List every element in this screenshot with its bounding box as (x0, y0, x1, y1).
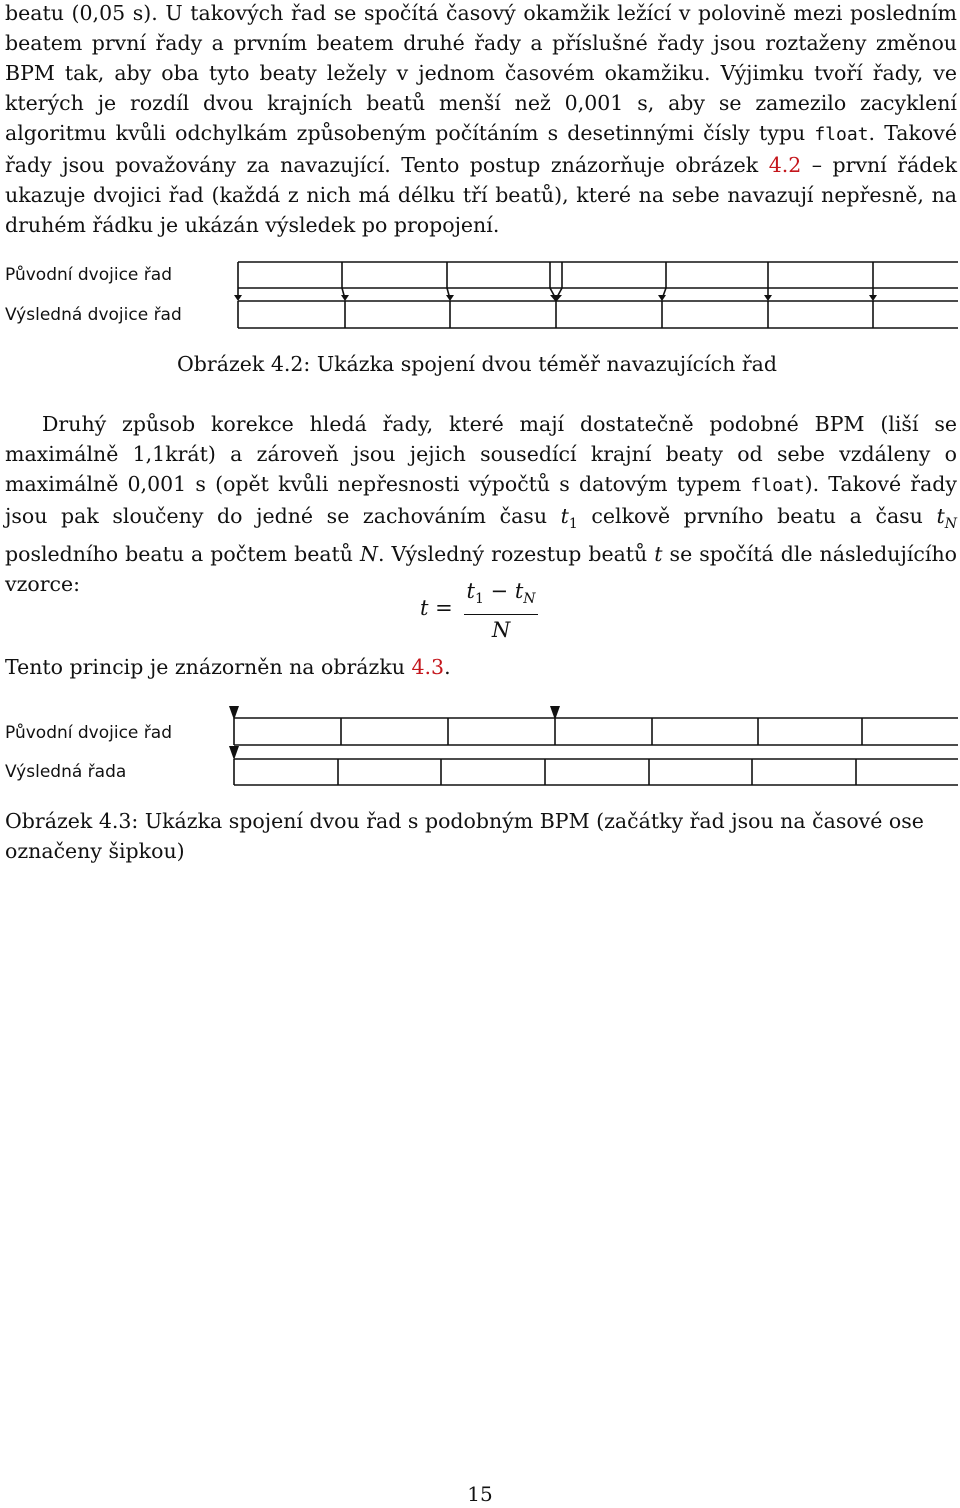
figure-4-3-label-bottom: Výsledná řada (5, 762, 127, 782)
figure-4-2-diagram (228, 255, 958, 335)
figure-ref-link[interactable]: 4.2 (768, 153, 802, 177)
arrow-head (234, 295, 242, 301)
inline-code: float (814, 124, 869, 145)
arrow-head (341, 295, 349, 301)
equation-fraction (462, 576, 540, 645)
equation-denominator: N (491, 618, 511, 643)
figure-4-2-label-bottom: Výsledná dvojice řad (5, 305, 182, 325)
paragraph-3: Tento princip je znázorněn na obrázku 4.3. (5, 655, 451, 679)
equation-numerator: $t_1 - t_N$ (466, 579, 536, 608)
page-number: 15 (467, 1482, 493, 1506)
inline-code: float (750, 475, 805, 496)
figure-ref-link[interactable]: 4.3 (411, 655, 445, 679)
figure-4-2-label-top: Původní dvojice řad (5, 265, 172, 285)
figure-4-3-label-top: Původní dvojice řad (5, 723, 172, 743)
arrow-head (446, 295, 454, 301)
series-start-arrow (229, 746, 239, 760)
paragraph-2: Druhý způsob korekce hledá řady, které mají dostatečně podobné BPM (liší se maximálně 1,1krát) a zároveň jsou jejich sousedící krajní beaty od sebe vzdáleny o maximálně 0,001 s (opět kvůli nepřesnosti výpočtů s datovým typem float). Takové řady jsou pak sloučeny do jedné se zachováním času $t_1$ celkově prvního beatu a času $t_N$ posledního beatu a počtem beatů N. Výsledný rozestup beatů t se spočítá dle následujícího vzorce: (5, 412, 958, 597)
figure-4-2-caption: Obrázek 4.2: Ukázka spojení dvou téměř navazujících řad (177, 352, 778, 376)
arrow-head (658, 295, 666, 301)
figure-4-3-caption: Obrázek 4.3: Ukázka spojení dvou řad s podobným BPM (začátky řad jsou na časové ose označeny šipkou) (5, 809, 924, 863)
figure-4-3-diagram (228, 704, 958, 788)
equation-lhs: t = (420, 596, 453, 620)
arrow-head (869, 295, 877, 301)
paragraph-1: beatu (0,05 s). U takových řad se spočítá časový okamžik ležící v polovině mezi posledním beatem první řady a prvním beatem druhé řady a příslušné řady jsou roztaženy změnou BPM tak, aby oba tyto beaty ležely v jednom časovém okamžiku. Výjimku tvoří řady, ve kterých je rozdíl dvou krajních beatů menší než 0,001 s, aby se zamezilo zacyklení algoritmu kvůli odchylkám způsobeným počítáním s desetinnými čísly typu float. Takové řady jsou považovány za navazující. Tento postup znázorňuje obrázek 4.2 – první řádek ukazuje dvojici řad (každá z nich má délku tří beatů), které na sebe navazují nepřesně, na druhém řádku je ukázán výsledek po propojení. (5, 1, 957, 237)
arrow-head (764, 295, 772, 301)
